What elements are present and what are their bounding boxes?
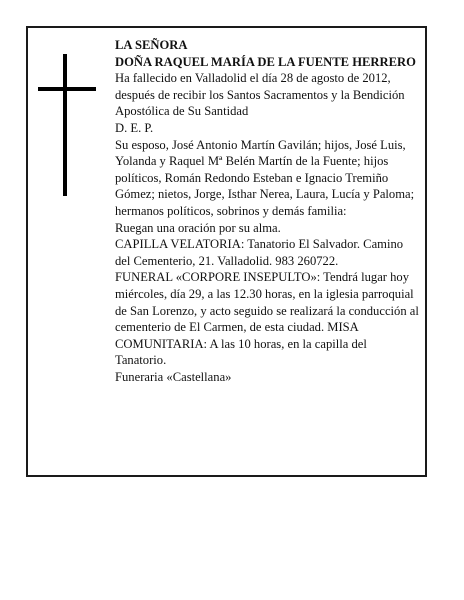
deceased-name: DOÑA RAQUEL MARÍA DE LA FUENTE HERRERO	[115, 54, 416, 69]
cross-horizontal-bar	[38, 87, 96, 91]
cross-vertical-bar	[63, 54, 67, 196]
funeral-home: Funeraria «Castellana»	[115, 369, 232, 384]
prayer-request: Ruegan una oración por su alma.	[115, 220, 281, 235]
cross-icon	[38, 54, 96, 196]
title-line-1: LA SEÑORA	[115, 38, 188, 52]
family-list: Su esposo, José Antonio Martín Gavilán; hijos, José Luis, Yolanda y Raquel Mª Belén Martín de la Fuente; hijos políticos, Román Redondo Esteban e Ignacio Tremiño Gómez; nietos, Jorge, Isthar Nerea, Laura, Lucía y Paloma; hermanos políticos, sobrinos y demás familia:	[115, 137, 415, 218]
obituary-text	[115, 37, 420, 385]
funeral-info: FUNERAL «CORPORE INSEPULTO»: Tendrá lugar hoy miércoles, día 29, a las 12.30 horas, en la iglesia parroquial de San Lorenzo, y acto seguido se realizará la conducción al cementerio de El Carmen, de esta ciudad. MISA COMUNITARIA: A las 10 horas, en la capilla del Tanatorio.	[115, 270, 419, 368]
chapel-info: CAPILLA VELATORIA: Tanatorio El Salvador. Camino del Cementerio, 21. Valladolid. 983 260722.	[115, 237, 404, 268]
death-statement: Ha fallecido en Valladolid el día 28 de agosto de 2012, después de recibir los Santos Sacramentos y la Bendición Apostólica de Su Santidad	[115, 71, 405, 119]
rip-line: D. E. P.	[115, 120, 154, 135]
